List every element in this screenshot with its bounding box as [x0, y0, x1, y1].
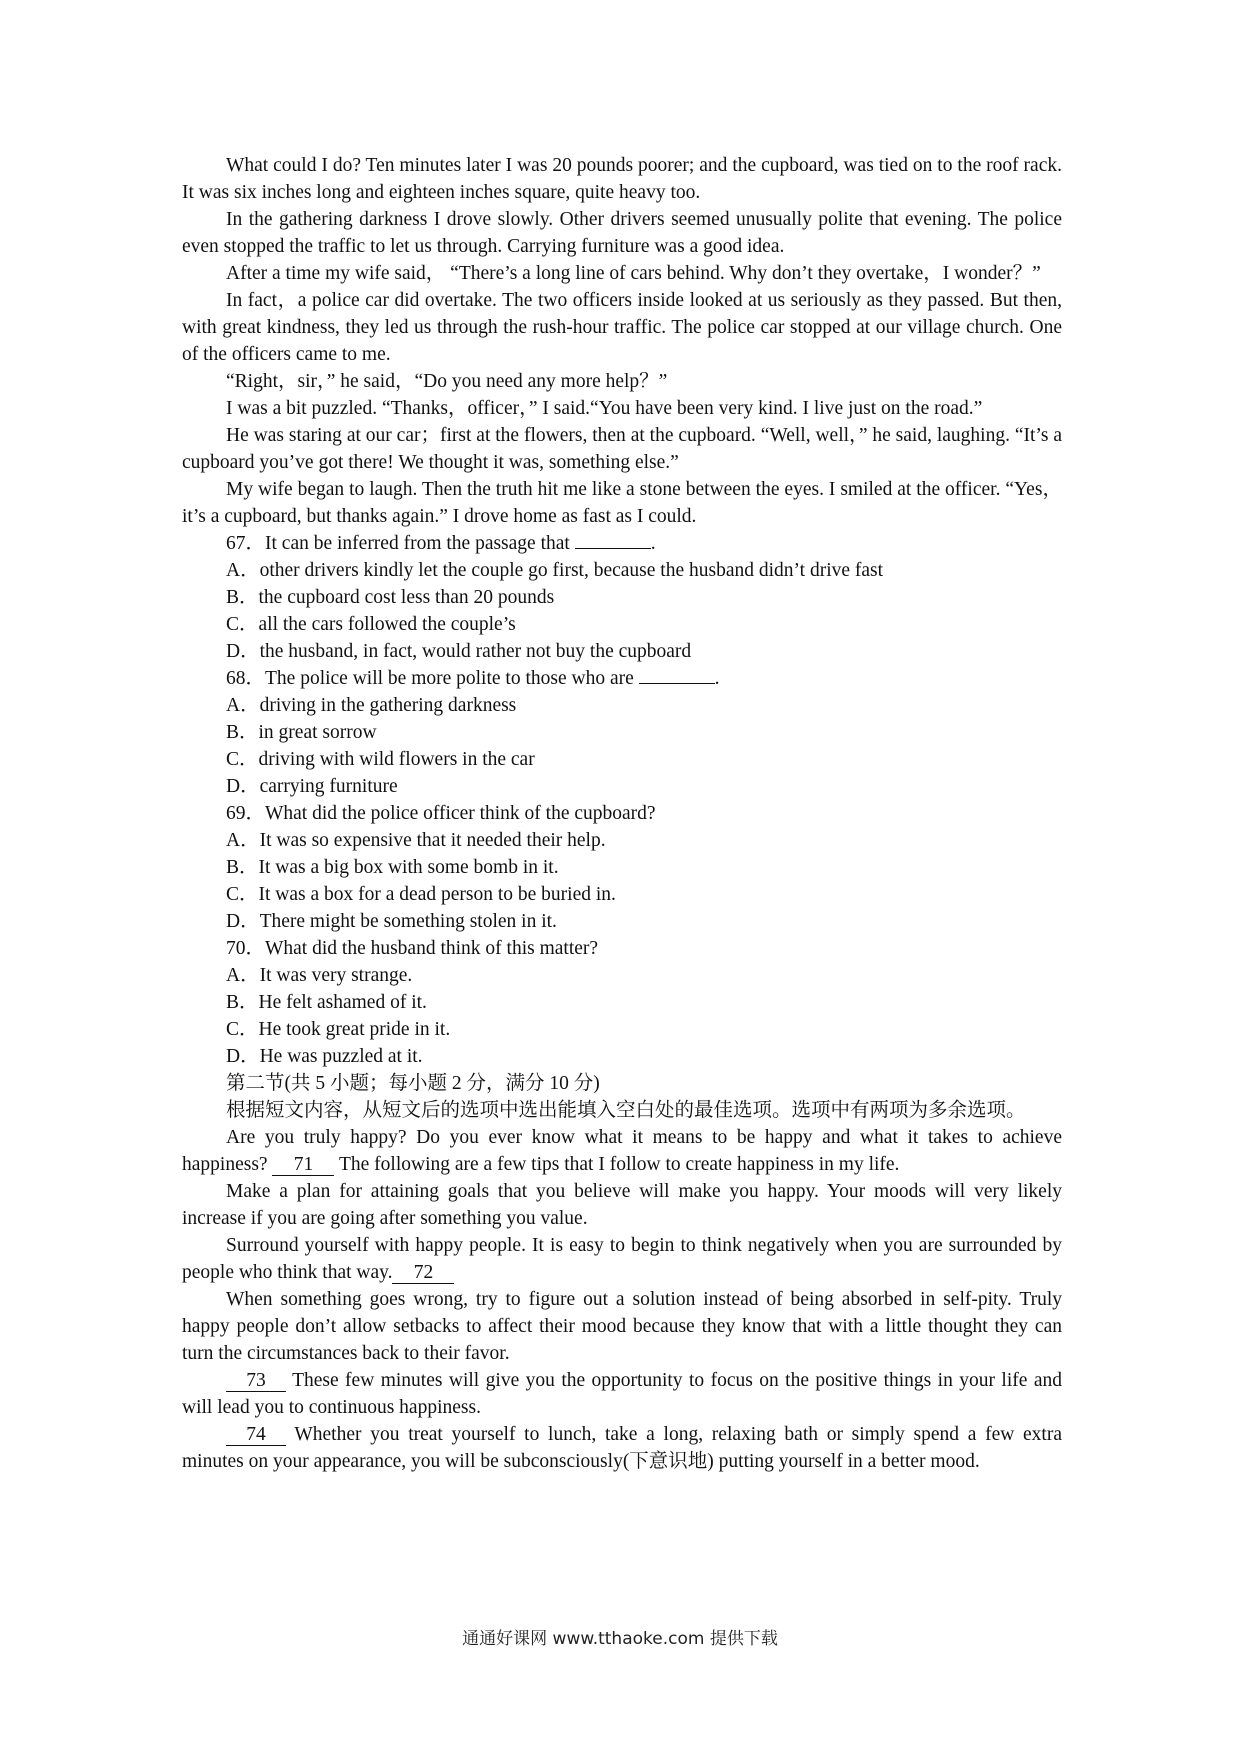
option-c: C．It was a box for a dead person to be buried in. [226, 884, 616, 905]
cloze-paragraph: Are you truly happy? Do you ever know what it means to be happy and what it takes to achieve happiness? 71 The following are a few tips that I follow to create happiness in my life. [182, 1127, 1062, 1175]
page-footer: 通通好课网 www.tthaoke.com 提供下载 [462, 1629, 778, 1649]
cloze-paragraph: 74 Whether you treat yourself to lunch, take a long, relaxing bath or simply spend a few extra minutes on your appearance, you will be subconsciously(下意识地) putting yourself in a better mood. [182, 1424, 1062, 1472]
passage-paragraph: “Right，sir，” he said，“Do you need any more help？” [226, 371, 668, 392]
option-a: A．It was so expensive that it needed their help. [226, 830, 606, 851]
passage-paragraph: After a time my wife said， “There’s a long line of cars behind. Why don’t they overtake，I wonder？” [226, 263, 1041, 284]
question-stem: 70．What did the husband think of this matter? [226, 938, 599, 959]
option-a: A．other drivers kindly let the couple go first, because the husband didn’t drive fast [226, 560, 884, 581]
option-b: B．It was a big box with some bomb in it. [226, 857, 559, 878]
option-c: C．all the cars followed the couple’s [226, 614, 516, 635]
answer-blank [575, 548, 651, 549]
cloze-blank-74: 74 [226, 1425, 286, 1446]
option-a: A．driving in the gathering darkness [226, 695, 517, 716]
passage-paragraph: What could I do? Ten minutes later I was 20 pounds poorer; and the cupboard, was tied on to the roof rack. It was six inches long and eighteen inches square, quite heavy too. [182, 155, 1062, 203]
question-70 [182, 935, 1062, 1070]
cloze-paragraph: 73 These few minutes will give you the opportunity to focus on the positive things in your life and will lead you to continuous happiness. [182, 1370, 1062, 1418]
cloze-paragraph: When something goes wrong, try to figure out a solution instead of being absorbed in self-pity. Truly happy people don’t allow setbacks to affect their mood because they know that with a little thought they can turn the circumstances back to their favor. [182, 1289, 1062, 1364]
passage-paragraph: My wife began to laugh. Then the truth hit me like a stone between the eyes. I smiled at the officer. “Yes，it’s a cupboard, but thanks again.” I drove home as fast as I could. [182, 479, 1062, 527]
section-instructions: 根据短文内容，从短文后的选项中选出能填入空白处的最佳选项。选项中有两项为多余选项。 [226, 1100, 1026, 1121]
passage-paragraph: I was a bit puzzled. “Thanks，officer，” I said.“You have been very kind. I live just on the road.” [226, 398, 983, 419]
option-c: C．He took great pride in it. [226, 1019, 451, 1040]
option-d: D．He was puzzled at it. [226, 1046, 423, 1067]
option-b: B．the cupboard cost less than 20 pounds [226, 587, 555, 608]
section-2 [182, 1070, 1062, 1475]
answer-blank [639, 683, 715, 684]
cloze-blank-73: 73 [226, 1371, 286, 1392]
question-stem: 68．The police will be more polite to those who are . [226, 668, 720, 689]
document-page [182, 152, 1062, 1475]
cloze-paragraph: Surround yourself with happy people. It is easy to begin to think negatively when you are surrounded by people who think that way. 72 [182, 1235, 1062, 1283]
passage-paragraph: In fact，a police car did overtake. The two officers inside looked at us seriously as they passed. But then, with great kindness, they led us through the rush-hour traffic. The police car stopped at our village church. One of the officers came to me. [182, 290, 1062, 365]
question-69 [182, 800, 1062, 935]
option-d: D．the husband, in fact, would rather not buy the cupboard [226, 641, 692, 662]
cloze-paragraph: Make a plan for attaining goals that you believe will make you happy. Your moods will very likely increase if you are going after something you value. [182, 1181, 1062, 1229]
option-b: B．He felt ashamed of it. [226, 992, 427, 1013]
option-a: A．It was very strange. [226, 965, 413, 986]
option-d: D．There might be something stolen in it. [226, 911, 557, 932]
cloze-blank-72: 72 [392, 1263, 454, 1284]
question-stem: 69．What did the police officer think of the cupboard? [226, 803, 656, 824]
question-68 [182, 665, 1062, 800]
option-b: B．in great sorrow [226, 722, 377, 743]
passage-paragraph: He was staring at our car；first at the flowers, then at the cupboard. “Well, well，” he said, laughing. “It’s a cupboard you’ve got there! We thought it was, something else.” [182, 425, 1062, 473]
passage-paragraph: In the gathering darkness I drove slowly. Other drivers seemed unusually polite that evening. The police even stopped the traffic to let us through. Carrying furniture was a good idea. [182, 209, 1062, 257]
question-67 [182, 530, 1062, 665]
option-c: C．driving with wild flowers in the car [226, 749, 535, 770]
question-stem: 67．It can be inferred from the passage that . [226, 533, 656, 554]
reading-passage [182, 152, 1062, 530]
option-d: D．carrying furniture [226, 776, 398, 797]
section-heading: 第二节(共 5 小题；每小题 2 分，满分 10 分) [226, 1073, 600, 1094]
cloze-blank-71: 71 [272, 1155, 334, 1176]
